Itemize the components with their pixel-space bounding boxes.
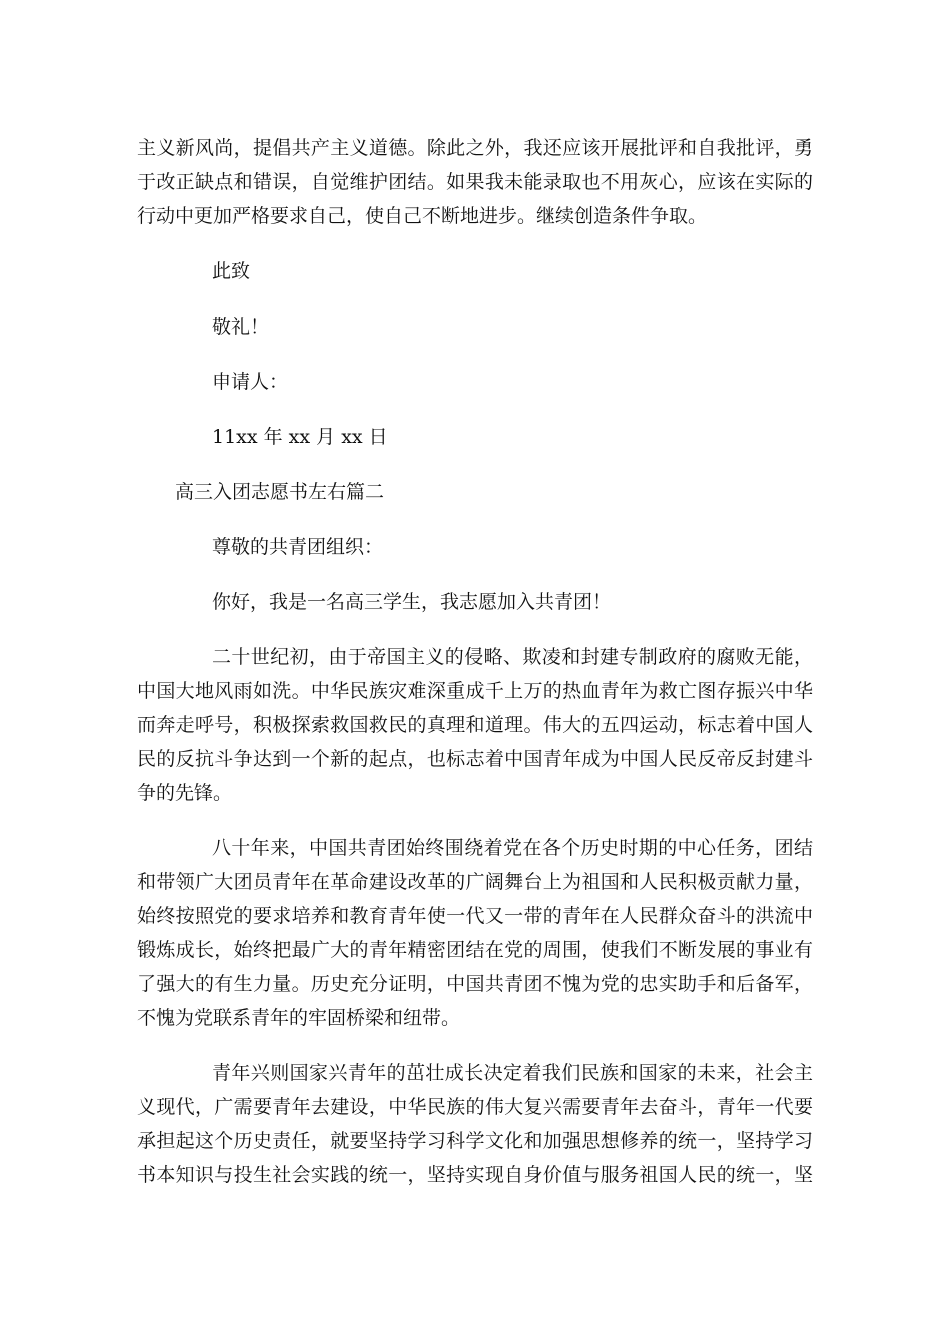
paragraph-3-line-6: 不愧为党联系青年的牢固桥梁和纽带。	[137, 1007, 461, 1029]
greeting: 你好，我是一名高三学生，我志愿加入共青团！	[212, 591, 612, 613]
section-title: 高三入团志愿书左右篇二	[175, 481, 385, 503]
date-line: 11xx 年 xx 月 xx 日	[212, 426, 388, 448]
paragraph-3-line-4: 锻炼成长，始终把最广大的青年精密团结在党的周围，使我们不断发展的事业有	[137, 939, 813, 961]
paragraph-3-line-1: 八十年来，中国共青团始终围绕着党在各个历史时期的中心任务，团结	[212, 837, 813, 859]
paragraph-1-line-3: 行动中更加严格要求自己，使自己不断地进步。继续创造条件争取。	[137, 205, 708, 227]
paragraph-2-line-5: 争的先锋。	[137, 782, 233, 804]
paragraph-4-line-4: 书本知识与投生社会实践的统一，坚持实现自身价值与服务祖国人民的统一，坚	[137, 1164, 813, 1186]
paragraph-2-line-1: 二十世纪初，由于帝国主义的侵略、欺凌和封建专制政府的腐败无能，	[212, 646, 813, 668]
paragraph-4-line-2: 义现代，广需要青年去建设，中华民族的伟大复兴需要青年去奋斗，青年一代要	[137, 1096, 813, 1118]
paragraph-2-line-4: 民的反抗斗争达到一个新的起点，也标志着中国青年成为中国人民反帝反封建斗	[137, 748, 813, 770]
applicant-label: 申请人：	[212, 371, 289, 393]
paragraph-3-line-5: 了强大的有生力量。历史充分证明，中国共青团不愧为党的忠实助手和后备军，	[137, 973, 813, 995]
salutation: 尊敬的共青团组织：	[212, 536, 384, 558]
paragraph-1-line-1: 主义新风尚，提倡共产主义道德。除此之外，我还应该开展批评和自我批评，勇	[137, 137, 813, 159]
closing-cizhi: 此致	[212, 260, 251, 282]
paragraph-1-line-2: 于改正缺点和错误，自觉维护团结。如果我未能录取也不用灰心，应该在实际的	[137, 171, 813, 193]
closing-jingli: 敬礼！	[212, 316, 270, 338]
paragraph-3-line-3: 始终按照党的要求培养和教育青年使一代又一带的青年在人民群众奋斗的洪流中	[137, 905, 813, 927]
paragraph-2-line-2: 中国大地风雨如洗。中华民族灾难深重成千上万的热血青年为救亡图存振兴中华	[137, 680, 813, 702]
paragraph-2-line-3: 而奔走呼号，积极探索救国救民的真理和道理。伟大的五四运动，标志着中国人	[137, 714, 813, 736]
paragraph-4-line-1: 青年兴则国家兴青年的茁壮成长决定着我们民族和国家的未来，社会主	[212, 1062, 813, 1084]
paragraph-4-line-3: 承担起这个历史责任，就要坚持学习科学文化和加强思想修养的统一，坚持学习	[137, 1130, 813, 1152]
paragraph-3-line-2: 和带领广大团员青年在革命建设改革的广阔舞台上为祖国和人民积极贡献力量，	[137, 871, 813, 893]
